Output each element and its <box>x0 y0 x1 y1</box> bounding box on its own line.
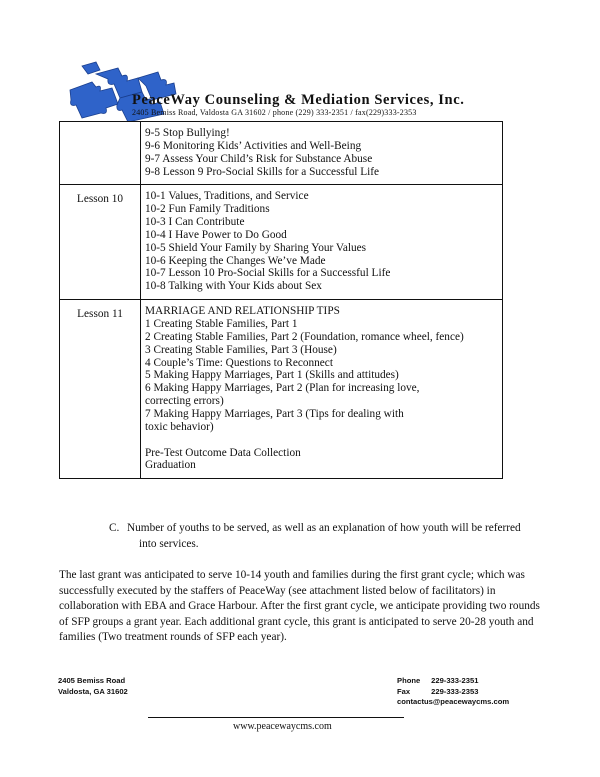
list-item: toxic behavior) <box>145 420 214 433</box>
table-row <box>60 122 503 185</box>
footer-address <box>58 676 128 697</box>
section-c <box>109 521 529 552</box>
lesson-label: Lesson 11 <box>60 300 141 479</box>
footer-address-line: 2405 Bemiss Road <box>58 676 126 685</box>
list-item: 3 Creating Stable Families, Part 3 (House) <box>145 343 337 356</box>
section-heading: MARRIAGE AND RELATIONSHIP TIPS <box>145 305 340 318</box>
list-item: 4 Couple’s Time: Questions to Reconnect <box>145 356 333 369</box>
lesson-label: Lesson 10 <box>60 185 141 300</box>
org-address: 2405 Bemiss Road, Valdosta GA 31602 / phone (229) 333-2351 / fax(229)333-2353 <box>132 108 417 117</box>
section-letter: C. <box>109 522 120 534</box>
lessons-table <box>59 121 503 479</box>
list-item: 9-5 Stop Bullying! <box>145 127 230 139</box>
list-item: 10-4 I Have Power to Do Good <box>145 228 287 241</box>
list-item: 9-7 Assess Your Child’s Risk for Substance Abuse <box>145 152 373 165</box>
phone-label: Phone <box>397 676 421 685</box>
list-item: 10-7 Lesson 10 Pro-Social Skills for a Successful Life <box>145 267 391 280</box>
list-item: 10-1 Values, Traditions, and Service <box>145 190 309 203</box>
list-item: correcting errors) <box>145 395 224 408</box>
list-item: Graduation <box>145 459 196 472</box>
list-item: 10-5 Shield Your Family by Sharing Your Values <box>145 241 367 254</box>
list-item: 2 Creating Stable Families, Part 2 (Foundation, romance wheel, fence) <box>145 330 464 343</box>
footer-divider <box>148 717 404 718</box>
list-item: 10-6 Keeping the Changes We’ve Made <box>145 254 326 267</box>
lesson-items <box>141 300 503 479</box>
body-paragraph: The last grant was anticipated to serve 10-14 youth and families during the first grant cycle; which was successfully executed by the staffers of PeaceWay (see attachment listed below of facilitators) in collaboration with EBA and Grace Harbour. After the first grant cycle, we anticipate providing two rounds of SFP groups a grant year. Each additional grant cycle, this grant is anticipated to serve 20-28 youth and families (Two treatment rounds of SFP each year). <box>59 569 540 644</box>
phone-number: 229-333-2351 <box>431 676 479 685</box>
list-item: 10-3 I Can Contribute <box>145 216 245 229</box>
table-row <box>60 185 503 300</box>
org-name: PeaceWay Counseling & Mediation Services, Inc. <box>132 92 465 108</box>
section-c-line2: into services. <box>139 537 199 550</box>
email-link[interactable]: contactus@peacewaycms.com <box>397 697 510 706</box>
list-item: 5 Making Happy Marriages, Part 1 (Skills and attitudes) <box>145 369 399 382</box>
list-item: 10-2 Fun Family Traditions <box>145 203 270 216</box>
fax-label: Fax <box>397 686 411 696</box>
lesson-items <box>141 185 503 300</box>
lesson-label <box>60 122 141 185</box>
website-link[interactable]: www.peacewaycms.com <box>233 721 332 732</box>
footer-address-line: Valdosta, GA 31602 <box>58 686 128 696</box>
list-item: 9-6 Monitoring Kids’ Activities and Well-Being <box>145 139 362 152</box>
list-item: 7 Making Happy Marriages, Part 3 (Tips for dealing with <box>145 407 404 420</box>
spacer <box>145 434 498 447</box>
section-c-line1: Number of youths to be served, as well as an explanation of how youth will be referred <box>127 522 521 534</box>
fax-number: 229-333-2353 <box>431 686 479 696</box>
lesson-items <box>141 122 503 185</box>
list-item: 1 Creating Stable Families, Part 1 <box>145 317 298 330</box>
list-item: 6 Making Happy Marriages, Part 2 (Plan for increasing love, <box>145 382 420 395</box>
list-item: Pre-Test Outcome Data Collection <box>145 446 301 459</box>
list-item: 10-8 Talking with Your Kids about Sex <box>145 280 322 293</box>
table-row <box>60 300 503 479</box>
list-item: 9-8 Lesson 9 Pro-Social Skills for a Successful Life <box>145 165 380 178</box>
footer-contact <box>397 676 509 708</box>
